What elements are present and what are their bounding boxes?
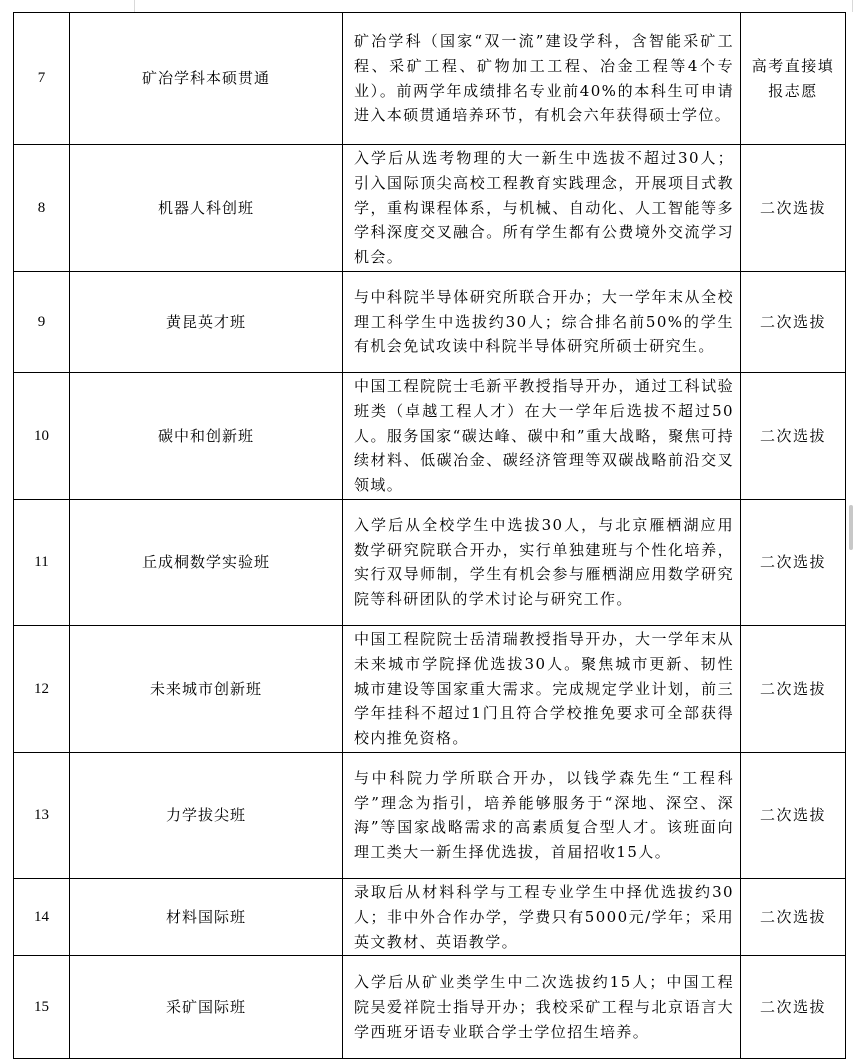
table-row (14, 625, 846, 752)
program-description: 与中科院力学所联合开办，以钱学森先生“工程科学”理念为指引，培养能够服务于“深地、深空、深海”等国家战略需求的高素质复合型人才。该班面向理工类大一新生择优选拔，首届招收15人。 (343, 752, 741, 878)
row-number: 15 (14, 956, 70, 1059)
program-description: 录取后从材料科学与工程专业学生中择优选拔约30人；非中外合作办学，学费只有5000元/学年；采用英文教材、英语教学。 (343, 878, 741, 955)
admission-method: 二次选拔 (741, 372, 846, 499)
program-name: 材料国际班 (70, 878, 343, 955)
table-row (14, 878, 846, 955)
table-row (14, 752, 846, 878)
row-number: 8 (14, 145, 70, 272)
program-description: 与中科院半导体研究所联合开办；大一学年末从全校理工科学生中选拔约30人；综合排名前50%的学生有机会免试攻读中科院半导体研究所硕士研究生。 (343, 271, 741, 372)
row-number: 14 (14, 878, 70, 955)
admission-method: 二次选拔 (741, 878, 846, 955)
program-name: 黄昆英才班 (70, 271, 343, 372)
admission-method: 二次选拔 (741, 271, 846, 372)
table-row (14, 372, 846, 499)
program-description: 中国工程院院士毛新平教授指导开办，通过工科试验班类（卓越工程人才）在大一学年后选拔不超过50人。服务国家“碳达峰、碳中和”重大战略，聚焦可持续材料、低碳冶金、碳经济管理等双碳战略前沿交叉领域。 (343, 372, 741, 499)
program-description: 入学后从矿业类学生中二次选拔约15人；中国工程院吴爱祥院士指导开办；我校采矿工程与北京语言大学西班牙语专业联合学士学位招生培养。 (343, 956, 741, 1059)
table-row (14, 271, 846, 372)
program-name: 机器人科创班 (70, 145, 343, 272)
program-name: 采矿国际班 (70, 956, 343, 1059)
admission-method: 二次选拔 (741, 499, 846, 625)
admission-method: 二次选拔 (741, 752, 846, 878)
table-row (14, 13, 846, 145)
program-description: 入学后从全校学生中选拔30人，与北京雁栖湖应用数学研究院联合开办，实行单独建班与个性化培养，实行双导师制，学生有机会参与雁栖湖应用数学研究院等科研团队的学术讨论与研究工作。 (343, 499, 741, 625)
row-number: 10 (14, 372, 70, 499)
row-number: 12 (14, 625, 70, 752)
table-row (14, 145, 846, 272)
table-row (14, 956, 846, 1059)
admission-method: 二次选拔 (741, 145, 846, 272)
admission-method: 二次选拔 (741, 625, 846, 752)
row-number: 7 (14, 13, 70, 145)
row-number: 11 (14, 499, 70, 625)
program-description: 中国工程院院士岳清瑞教授指导开办，大一学年末从未来城市学院择优选拔30人。聚焦城市更新、韧性城市建设等国家重大需求。完成规定学业计划，前三学年挂科不超过1门且符合学校推免要求可全部获得校内推免资格。 (343, 625, 741, 752)
scrollbar-thumb[interactable] (849, 505, 853, 550)
row-number: 9 (14, 271, 70, 372)
program-name: 碳中和创新班 (70, 372, 343, 499)
program-name: 未来城市创新班 (70, 625, 343, 752)
program-name: 矿冶学科本硕贯通 (70, 13, 343, 145)
page-top-divider (0, 0, 853, 12)
row-number: 13 (14, 752, 70, 878)
program-name: 丘成桐数学实验班 (70, 499, 343, 625)
admission-method: 二次选拔 (741, 956, 846, 1059)
programs-table (13, 12, 846, 1059)
program-name: 力学拔尖班 (70, 752, 343, 878)
program-description: 矿冶学科（国家“双一流”建设学科，含智能采矿工程、采矿工程、矿物加工工程、冶金工程等4个专业）。前两学年成绩排名专业前40%的本科生可申请进入本硕贯通培养环节，有机会六年获得硕士学位。 (343, 13, 741, 145)
table-row (14, 499, 846, 625)
program-description: 入学后从选考物理的大一新生中选拔不超过30人；引入国际顶尖高校工程教育实践理念，开展项目式教学，重构课程体系，与机械、自动化、人工智能等多学科深度交叉融合。所有学生都有公费境外交流学习机会。 (343, 145, 741, 272)
admission-method: 高考直接填报志愿 (741, 13, 846, 145)
